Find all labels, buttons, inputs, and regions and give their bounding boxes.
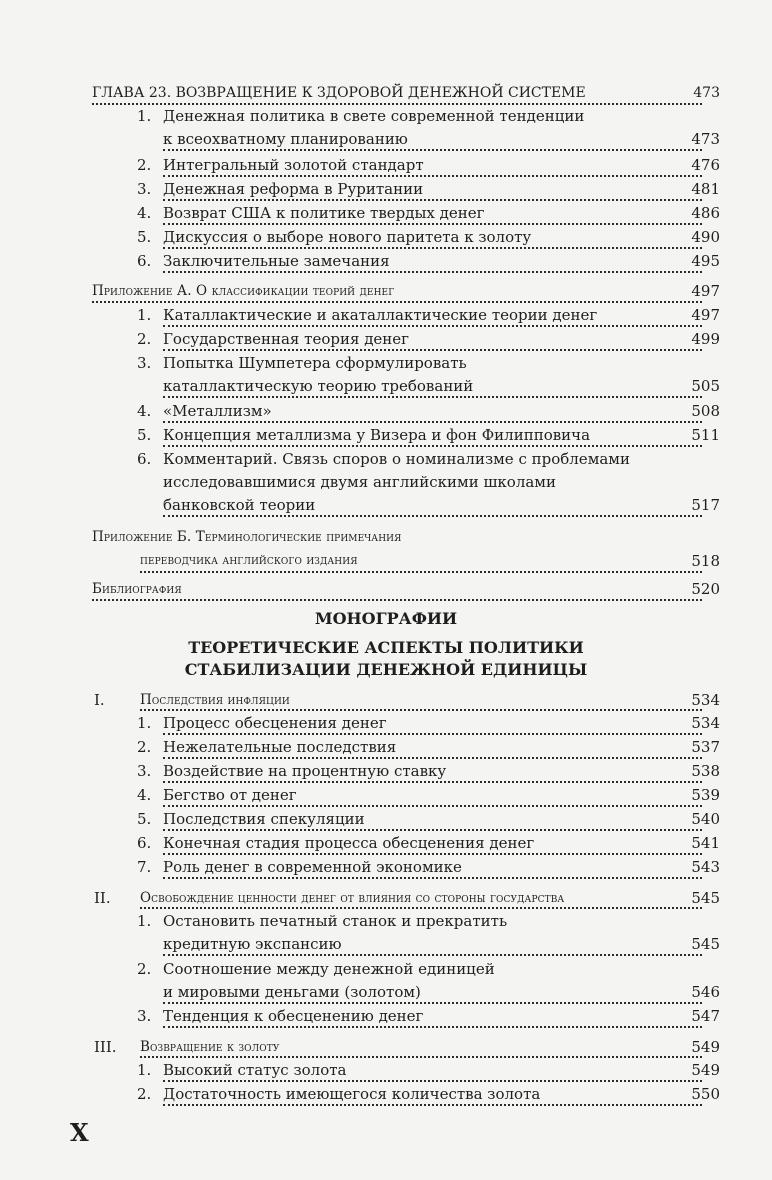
item-title: Процесс обесценения денег [163, 714, 390, 732]
page-number: 549 [688, 1061, 720, 1079]
item-number: 3. [137, 762, 152, 780]
item-title: Денежная реформа в Руритании [163, 180, 426, 198]
item-title-cont: и мировыми деньгами (золотом) [163, 983, 424, 1001]
item-title: Комментарий. Связь споров о номинализме с проблемами [163, 450, 633, 468]
page-number: 546 [688, 983, 720, 1001]
page-number: 539 [688, 786, 720, 804]
page-number: 508 [688, 402, 720, 420]
section-roman: I. [94, 691, 105, 709]
item-title: Бегство от денег [163, 786, 300, 804]
page-number: 538 [688, 762, 720, 780]
item-title: «Металлизм» [163, 402, 275, 420]
item-number: 2. [137, 960, 152, 978]
page-number: 476 [688, 156, 720, 174]
item-title-cont: исследовавшимися двумя английскими школами [163, 473, 559, 491]
item-title: Возврат США к политике твердых денег [163, 204, 488, 222]
page-numeral: X [70, 1118, 89, 1147]
item-title: Концепция металлизма у Визера и фон Филипповича [163, 426, 593, 444]
page-number: 497 [688, 306, 720, 324]
item-title-cont: к всеохватному планированию [163, 130, 411, 148]
item-title-cont: банковской теории [163, 496, 318, 514]
item-title: Достаточность имеющегося количества золота [163, 1085, 543, 1103]
page-number: 540 [688, 810, 720, 828]
item-title: Интегральный золотой стандарт [163, 156, 427, 174]
page-number: 534 [688, 714, 720, 732]
item-title: Денежная политика в свете современной тенденции [163, 107, 587, 125]
item-title: Соотношение между денежной единицей [163, 960, 498, 978]
page-number: 550 [688, 1085, 720, 1103]
section-roman: II. [94, 889, 111, 907]
item-number: 1. [137, 912, 152, 930]
page-number: 543 [688, 858, 720, 876]
item-title: Высокий статус золота [163, 1061, 349, 1079]
appendix-title: Приложение Б. Терминологические примечания [92, 529, 405, 545]
item-title: Попытка Шумпетера сформулировать [163, 354, 470, 372]
item-number: 1. [137, 107, 152, 125]
item-title: Нежелательные последствия [163, 738, 399, 756]
item-number: 6. [137, 450, 152, 468]
item-title: Каталлактические и акаталлактические теории денег [163, 306, 600, 324]
appendix-title-cont: переводчика английского издания [140, 552, 361, 568]
page-number: 499 [688, 330, 720, 348]
chapter-title: ГЛАВА 23. ВОЗВРАЩЕНИЕ К ЗДОРОВОЙ ДЕНЕЖНОЙ СИСТЕМЕ [92, 85, 589, 101]
page-number: 511 [688, 426, 720, 444]
page-number: 520 [688, 580, 720, 598]
item-number: 7. [137, 858, 152, 876]
page-number: 495 [688, 252, 720, 270]
item-title: Государственная теория денег [163, 330, 412, 348]
item-title: Последствия спекуляции [163, 810, 368, 828]
section-title: Последствия инфляции [140, 692, 293, 708]
page-number: 545 [688, 935, 720, 953]
page-number: 481 [688, 180, 720, 198]
item-number: 1. [137, 1061, 152, 1079]
item-title: Остановить печатный станок и прекратить [163, 912, 510, 930]
item-number: 5. [137, 810, 152, 828]
page-number: 517 [688, 496, 720, 514]
appendix-title: Приложение А. О классификации теорий денег [92, 283, 397, 299]
item-number: 5. [137, 426, 152, 444]
item-number: 3. [137, 1007, 152, 1025]
page-number: 473 [690, 85, 720, 101]
page-number: 497 [688, 282, 720, 300]
item-number: 4. [137, 786, 152, 804]
section-title: Освобождение ценности денег от влияния со стороны государства [140, 890, 567, 906]
item-title: Тенденция к обесценению денег [163, 1007, 426, 1025]
item-number: 6. [137, 834, 152, 852]
monograph-title-line1: ТЕОРЕТИЧЕСКИЕ АСПЕКТЫ ПОЛИТИКИ [188, 638, 584, 657]
item-number: 4. [137, 402, 152, 420]
page-number: 473 [688, 130, 720, 148]
bibliography-title: Библиография [92, 581, 185, 597]
item-title: Воздействие на процентную ставку [163, 762, 449, 780]
page-number: 545 [688, 889, 720, 907]
page-number: 490 [688, 228, 720, 246]
item-title-cont: каталлактическую теорию требований [163, 377, 476, 395]
item-number: 1. [137, 714, 152, 732]
item-title: Роль денег в современной экономике [163, 858, 465, 876]
page-number: 486 [688, 204, 720, 222]
section-title: Возвращение к золоту [140, 1039, 282, 1055]
item-number: 2. [137, 156, 152, 174]
item-number: 2. [137, 330, 152, 348]
section-roman: III. [94, 1038, 117, 1056]
page-number: 534 [688, 691, 720, 709]
item-title: Заключительные замечания [163, 252, 393, 270]
item-number: 3. [137, 180, 152, 198]
item-number: 5. [137, 228, 152, 246]
item-number: 2. [137, 1085, 152, 1103]
monographs-heading: МОНОГРАФИИ [314, 609, 458, 628]
monograph-title-line2: СТАБИЛИЗАЦИИ ДЕНЕЖНОЙ ЕДИНИЦЫ [184, 660, 588, 679]
page-number: 505 [688, 377, 720, 395]
item-number: 1. [137, 306, 152, 324]
item-title-cont: кредитную экспансию [163, 935, 345, 953]
item-number: 6. [137, 252, 152, 270]
item-title: Дискуссия о выборе нового паритета к золоту [163, 228, 534, 246]
item-title: Конечная стадия процесса обесценения денег [163, 834, 537, 852]
page-number: 541 [688, 834, 720, 852]
page-number: 547 [688, 1007, 720, 1025]
item-number: 2. [137, 738, 152, 756]
item-number: 3. [137, 354, 152, 372]
page-number: 537 [688, 738, 720, 756]
page-number: 518 [688, 552, 720, 570]
item-number: 4. [137, 204, 152, 222]
page-number: 549 [688, 1038, 720, 1056]
